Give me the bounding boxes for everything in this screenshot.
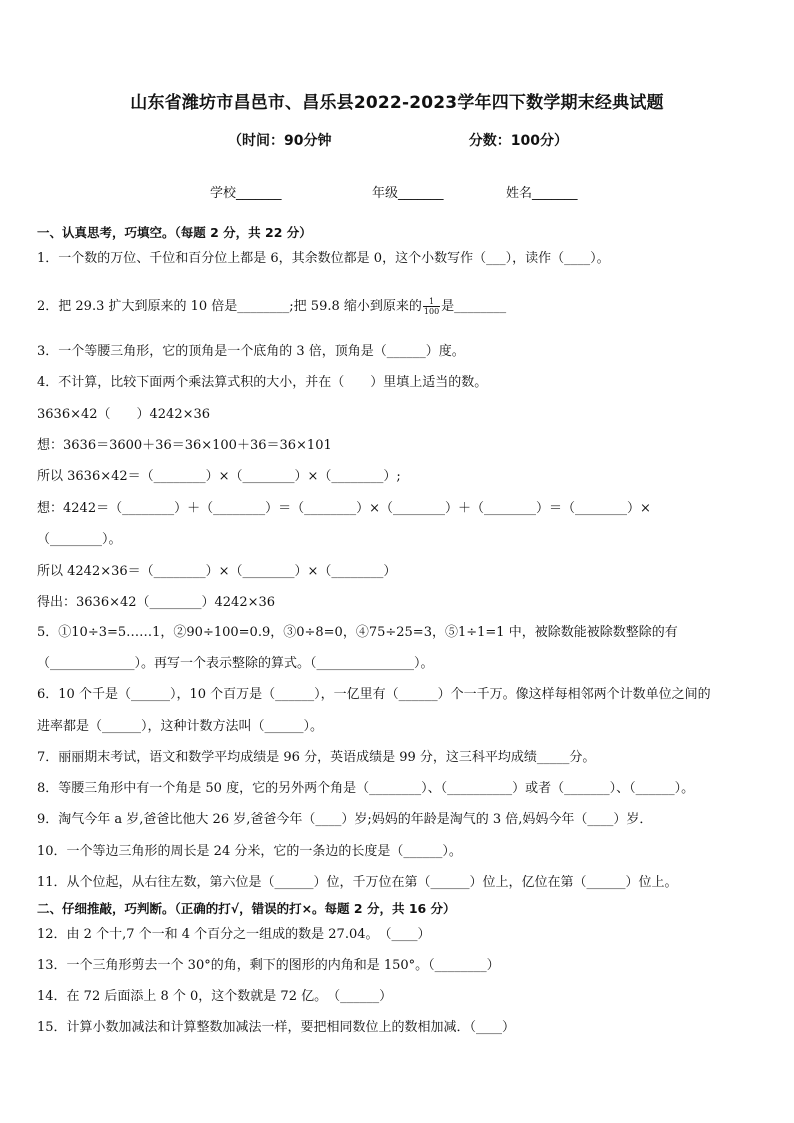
question-3: 3．一个等腰三角形，它的顶角是一个底角的 3 倍，顶角是（______）度。 — [37, 344, 465, 359]
question-15: 15．计算小数加减法和计算整数加减法一样，要把相同数位上的数相加减．（____） — [37, 1020, 516, 1035]
fraction-denominator: 100 — [423, 307, 440, 316]
fraction-one-hundredth — [423, 297, 440, 316]
question-2-part-b: 是________ — [441, 299, 507, 314]
question-9: 9．淘气今年 a 岁,爸爸比他大 26 岁,爸爸今年（____）岁;妈妈的年龄是淘气的 3 倍,妈妈今年（____）岁． — [37, 812, 653, 827]
exam-time: （时间：90分钟 — [228, 133, 332, 149]
grade-field: 年级_______ — [372, 186, 444, 201]
section-1-heading: 一、认真思考，巧填空。（每题 2 分，共 22 分） — [37, 225, 312, 240]
question-5-line-b: （_____________）。再写一个表示整除的算式。（_______________）。 — [37, 656, 434, 671]
question-2 — [37, 297, 506, 316]
question-13: 13．一个三角形剪去一个 30°的角，剩下的图形的内角和是 150°。（________） — [37, 958, 500, 973]
section-2-heading: 二、仔细推敲，巧判断。（正确的打√，错误的打×。每题 2 分，共 16 分） — [37, 901, 456, 916]
question-4-line-g: 得出：3636×42（________）4242×36 — [37, 595, 276, 610]
question-4-line-d: 想：4242＝（________）＋（________）＝（________）×（________）＋（________）＝（________）× — [37, 501, 651, 516]
name-field: 姓名_______ — [506, 186, 578, 201]
exam-meta — [228, 130, 568, 150]
question-6-line-a: 6．10 个千是（______），10 个百万是（______），一亿里有（______）个一千万。像这样每相邻两个计数单位之间的 — [37, 687, 711, 702]
question-7: 7．丽丽期末考试，语文和数学平均成绩是 96 分，英语成绩是 99 分，这三科平均成绩_____分。 — [37, 750, 596, 765]
question-2-part-a: 2．把 29.3 扩大到原来的 10 倍是________;把 59.8 缩小到原来的 — [37, 299, 422, 314]
question-4-line-f: 所以 4242×36＝（________）×（________）×（________） — [37, 564, 397, 579]
question-14: 14．在 72 后面添上 8 个 0，这个数就是 72 亿。 （______） — [37, 989, 393, 1004]
question-8: 8．等腰三角形中有一个角是 50 度，它的另外两个角是（________）、（__________）或者（_______）、（______）。 — [37, 781, 695, 796]
page-title: 山东省潍坊市昌邑市、昌乐县2022-2023学年四下数学期末经典试题 — [130, 93, 664, 113]
school-field: 学校_______ — [210, 186, 282, 201]
question-11: 11．从个位起，从右往左数，第六位是（______）位，千万位在第（______）位上，亿位在第（______）位上。 — [37, 875, 678, 890]
question-6-line-b: 进率都是（______），这种计数方法叫（______）。 — [37, 719, 324, 734]
question-5-line-a: 5．①10÷3=5……1，②90÷100=0.9，③0÷8=0，④75÷25=3，⑤1÷1=1 中，被除数能被除数整除的有 — [37, 625, 678, 640]
question-4-line-c: 所以 3636×42＝（________）×（________）×（________）; — [37, 469, 401, 484]
question-4-line-e: （________）。 — [37, 532, 122, 547]
question-10: 10．一个等边三角形的周长是 24 分米，它的一条边的长度是（______）。 — [37, 844, 462, 859]
question-12: 12．由 2 个十,7 个一和 4 个百分之一组成的数是 27.04。 （____） — [37, 927, 431, 942]
exam-score: 分数：100分） — [468, 133, 568, 149]
question-4-line-a: 3636×42（ ）4242×36 — [37, 407, 211, 422]
question-4: 4．不计算，比较下面两个乘法算式积的大小，并在（ ）里填上适当的数。 — [37, 375, 488, 390]
question-4-line-b: 想：3636＝3600＋36＝36×100＋36＝36×101 — [37, 438, 332, 453]
fraction-numerator: 1 — [423, 297, 440, 307]
question-1: 1．一个数的万位、千位和百分位上都是 6，其余数位都是 0，这个小数写作（___），读作（____）。 — [37, 251, 610, 266]
